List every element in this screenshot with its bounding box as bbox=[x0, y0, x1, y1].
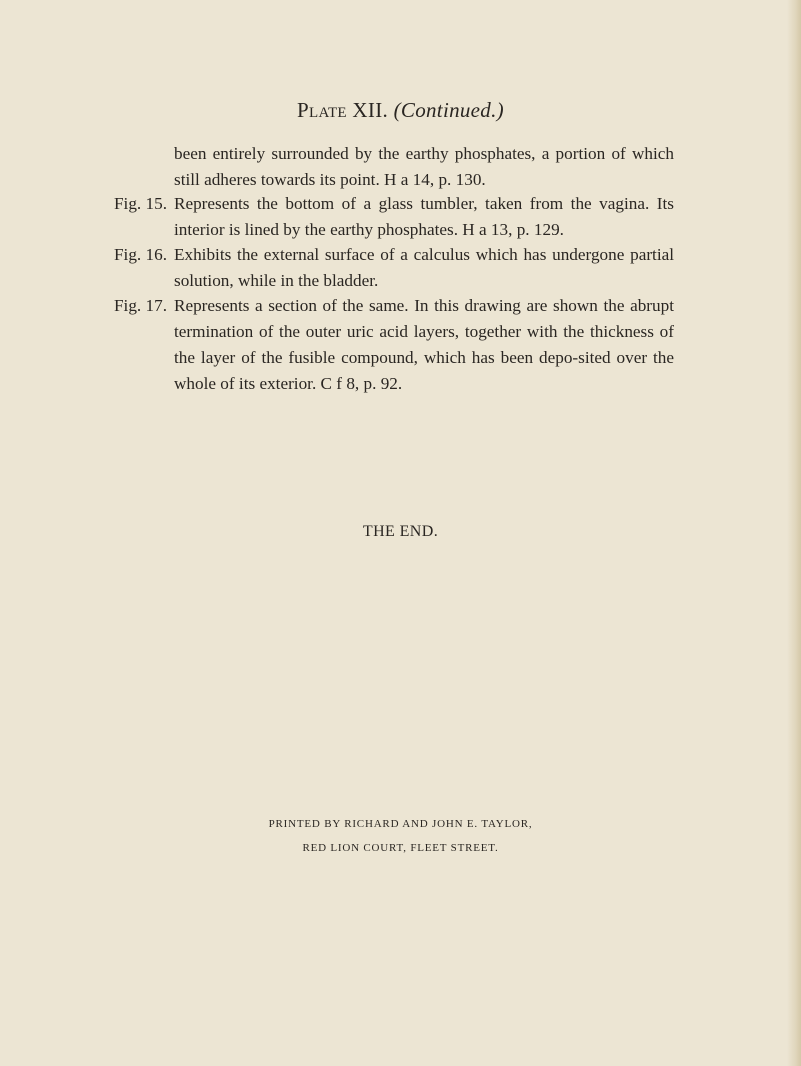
page-heading bbox=[0, 98, 801, 123]
figure-15-entry bbox=[114, 191, 674, 243]
printer-line-2: RED LION COURT, FLEET STREET. bbox=[302, 842, 499, 854]
plate-title: Plate XII. bbox=[297, 98, 389, 122]
continuation-paragraph bbox=[174, 141, 674, 193]
figure-16-entry bbox=[114, 242, 674, 294]
figure-15-text: Represents the bottom of a glass tumbler, taken from the vagina. Its interior is lined by the earthy phosphates. H a 13, p. 129. bbox=[174, 194, 674, 239]
figure-16-text: Exhibits the external surface of a calculus which has undergone partial solution, while in the bladder. bbox=[174, 245, 674, 290]
figure-17-label: Fig. 17. bbox=[114, 296, 168, 315]
continued-label: (Continued.) bbox=[393, 98, 504, 122]
printer-line-1: PRINTED BY RICHARD AND JOHN E. TAYLOR, bbox=[268, 818, 533, 830]
figure-15-label: Fig. 15. bbox=[114, 194, 168, 213]
figure-17-text: Represents a section of the same. In this drawing are shown the abrupt termination of the outer uric acid layers, together with the thickness of the layer of the fusible compound, which has been depo-sited over the whole of its exterior. C f 8, p. 92. bbox=[174, 296, 674, 393]
the-end: THE END. bbox=[362, 523, 439, 540]
figure-16-label: Fig. 16. bbox=[114, 245, 168, 264]
figure-17-entry bbox=[114, 293, 674, 397]
continuation-text: been entirely surrounded by the earthy phosphates, a portion of which still adheres towards its point. H a 14, p. 130. bbox=[174, 144, 674, 189]
